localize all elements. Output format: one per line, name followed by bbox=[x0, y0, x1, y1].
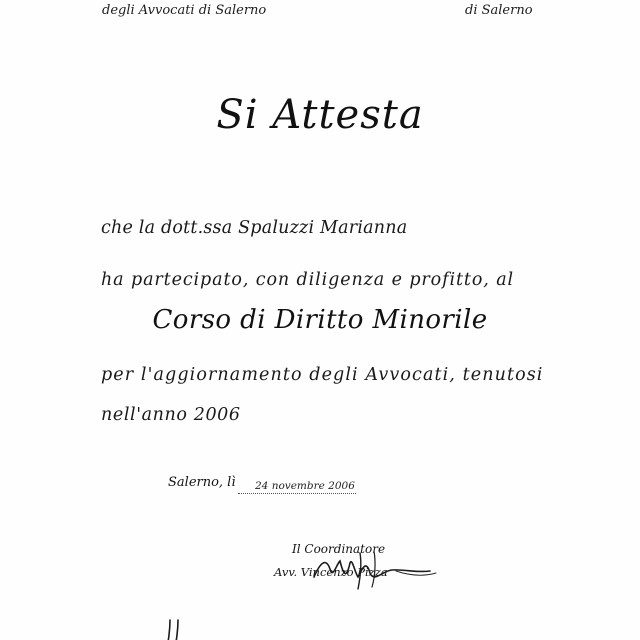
course-name: Corso di Diritto Minorile bbox=[152, 305, 488, 335]
coordinator-name: Avv. Vincenzo Pizza bbox=[274, 565, 388, 579]
issue-date: 24 novembre 2006 bbox=[255, 480, 355, 492]
coordinator-role: Il Coordinatore bbox=[292, 542, 386, 556]
year-line: nell'anno 2006 bbox=[101, 405, 241, 425]
certificate-title: Si Attesta bbox=[216, 92, 424, 138]
recipient-line: che la dott.ssa Spaluzzi Marianna bbox=[101, 218, 408, 238]
place-label: Salerno, lì bbox=[168, 475, 236, 490]
purpose-line: per l'aggiornamento degli Avvocati, tenutosi bbox=[101, 365, 544, 385]
handwritten-signature bbox=[300, 543, 440, 593]
header-right-text: di Salerno bbox=[465, 3, 533, 18]
participation-line: ha partecipato, con diligenza e profitto, al bbox=[101, 270, 515, 290]
header-left-text: degli Avvocati di Salerno bbox=[102, 3, 267, 18]
handwritten-mark bbox=[160, 618, 190, 640]
date-underline bbox=[238, 493, 356, 494]
